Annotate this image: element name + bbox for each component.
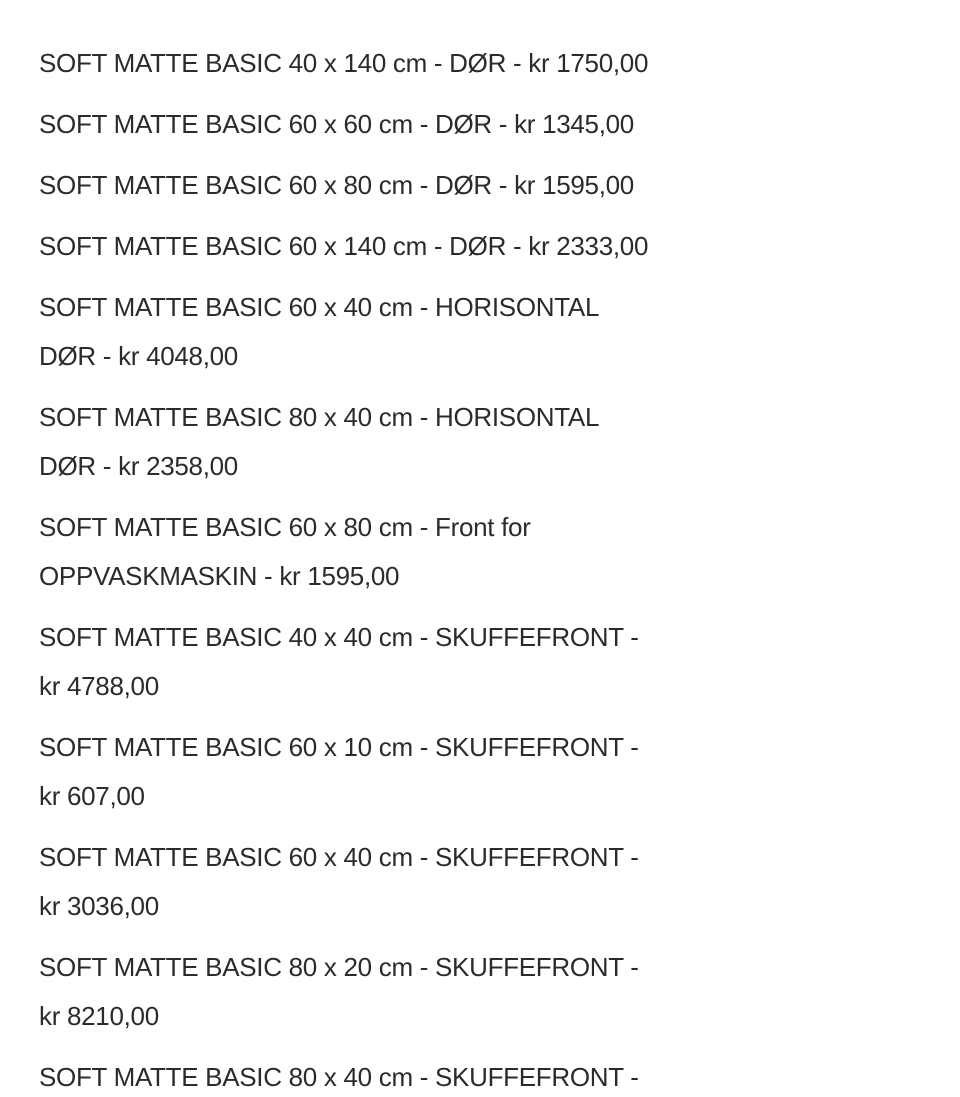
price-list-item (39, 283, 679, 381)
price-list-item (39, 503, 679, 601)
item-line: kr 4788,00 (39, 671, 159, 701)
item-line: SOFT MATTE BASIC 60 x 80 cm - Front for (39, 512, 531, 542)
item-line: DØR - kr 4048,00 (39, 341, 238, 371)
price-list-item (39, 222, 679, 271)
price-list (39, 39, 679, 1097)
item-line: DØR - kr 2358,00 (39, 451, 238, 481)
item-line: SOFT MATTE BASIC 60 x 60 cm - DØR - kr 1345,00 (39, 109, 634, 139)
item-line: OPPVASKMASKIN - kr 1595,00 (39, 561, 400, 591)
item-line: SOFT MATTE BASIC 80 x 40 cm - SKUFFEFRONT - (39, 1062, 639, 1092)
item-line: SOFT MATTE BASIC 60 x 10 cm - SKUFFEFRONT - (39, 732, 639, 762)
price-list-item (39, 613, 679, 711)
price-list-item (39, 393, 679, 491)
item-line: SOFT MATTE BASIC 60 x 40 cm - SKUFFEFRONT - (39, 842, 639, 872)
item-line: kr 8210,00 (39, 1001, 159, 1031)
price-list-item (39, 723, 679, 821)
item-line: SOFT MATTE BASIC 40 x 140 cm - DØR - kr 1750,00 (39, 48, 649, 78)
price-list-item (39, 100, 679, 149)
item-line: SOFT MATTE BASIC 80 x 20 cm - SKUFFEFRONT - (39, 952, 639, 982)
item-line: kr 607,00 (39, 781, 145, 811)
item-line: SOFT MATTE BASIC 40 x 40 cm - SKUFFEFRONT - (39, 622, 639, 652)
price-list-item (39, 943, 679, 1041)
item-line: SOFT MATTE BASIC 60 x 40 cm - HORISONTAL (39, 292, 600, 322)
item-line: SOFT MATTE BASIC 80 x 40 cm - HORISONTAL (39, 402, 600, 432)
item-line: kr 3036,00 (39, 891, 159, 921)
price-list-item (39, 39, 679, 88)
price-list-item (39, 833, 679, 931)
price-list-item (39, 1053, 679, 1097)
item-line: SOFT MATTE BASIC 60 x 140 cm - DØR - kr 2333,00 (39, 231, 649, 261)
item-line: SOFT MATTE BASIC 60 x 80 cm - DØR - kr 1595,00 (39, 170, 634, 200)
price-list-item (39, 161, 679, 210)
